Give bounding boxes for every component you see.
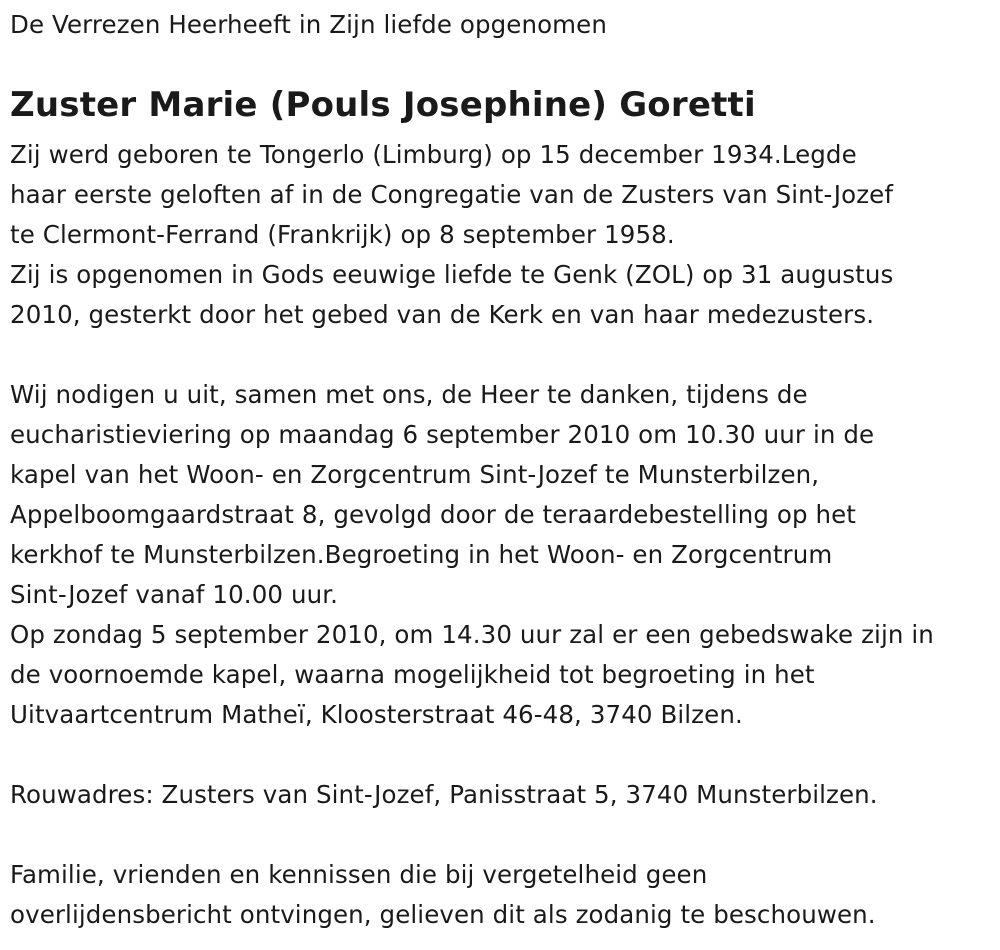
service-line-8: de voornoemde kapel, waarna mogelijkheid tot begroeting in het (10, 660, 815, 689)
mourning-address: Rouwadres: Zusters van Sint-Jozef, Panisstraat 5, 3740 Munsterbilzen. (10, 780, 878, 809)
service-line-2: eucharistieviering op maandag 6 september 2010 om 10.30 uur in de (10, 420, 875, 449)
closing-line-1: Familie, vrienden en kennissen die bij vergetelheid geen (10, 860, 708, 889)
service-line-3: kapel van het Woon- en Zorgcentrum Sint-Jozef te Munsterbilzen, (10, 460, 820, 489)
bio-line-2: haar eerste geloften af in de Congregatie van de Zusters van Sint-Jozef (10, 180, 894, 209)
intro-line: De Verrezen Heerheeft in Zijn liefde opgenomen (10, 10, 607, 39)
bio-line-4: Zij is opgenomen in Gods eeuwige liefde te Genk (ZOL) op 31 augustus (10, 260, 894, 289)
service-line-4: Appelboomgaardstraat 8, gevolgd door de teraardebestelling op het (10, 500, 856, 529)
deceased-name: Zuster Marie (Pouls Josephine) Goretti (10, 85, 756, 125)
bio-line-1: Zij werd geboren te Tongerlo (Limburg) op 15 december 1934.Legde (10, 140, 857, 169)
closing-line-2: overlijdensbericht ontvingen, gelieven dit als zodanig te beschouwen. (10, 900, 876, 929)
bio-line-5: 2010, gesterkt door het gebed van de Kerk en van haar medezusters. (10, 300, 875, 329)
service-line-1: Wij nodigen u uit, samen met ons, de Heer te danken, tijdens de (10, 380, 808, 409)
service-line-5: kerkhof te Munsterbilzen.Begroeting in het Woon- en Zorgcentrum (10, 540, 833, 569)
service-line-9: Uitvaartcentrum Matheï, Kloosterstraat 46-48, 3740 Bilzen. (10, 700, 743, 729)
service-line-7: Op zondag 5 september 2010, om 14.30 uur zal er een gebedswake zijn in (10, 620, 934, 649)
bio-line-3: te Clermont-Ferrand (Frankrijk) op 8 september 1958. (10, 220, 675, 249)
service-line-6: Sint-Jozef vanaf 10.00 uur. (10, 580, 339, 609)
